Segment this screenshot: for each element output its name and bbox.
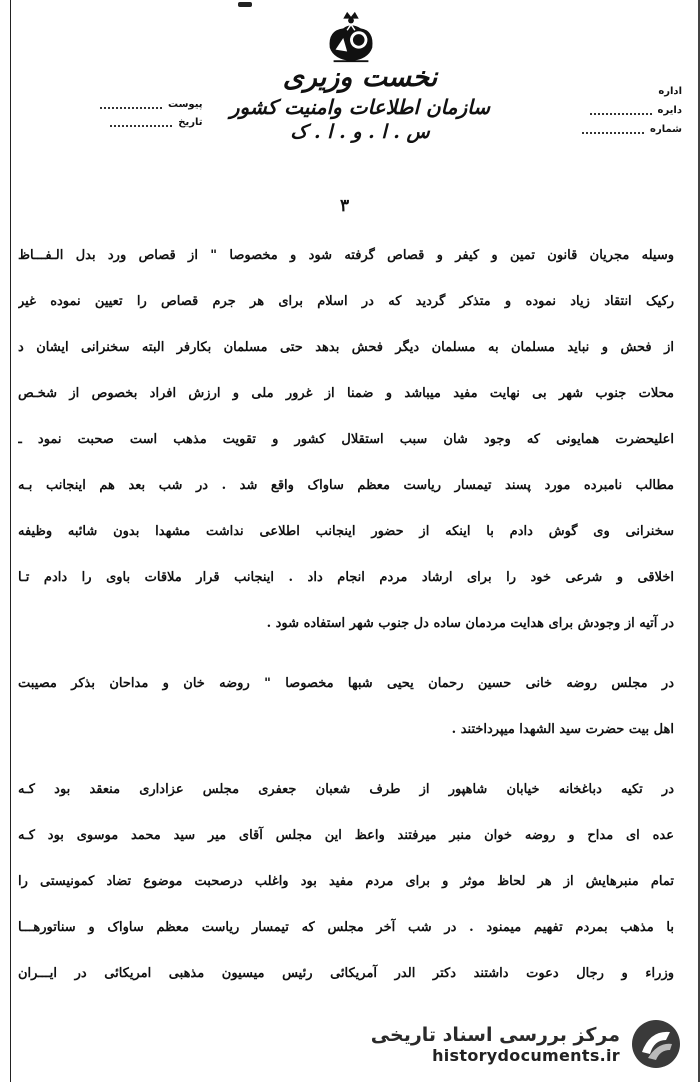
- letterhead-line-3: س . ا . و . ا . ک: [290, 121, 430, 143]
- field-label: تاریخ: [178, 117, 203, 128]
- body-line: محلات جنوب شهر بی نهایت مفید میباشد و ضمنا از غرور ملی و ارزش افراد بخصوص از شخـص: [18, 386, 674, 401]
- field-row: [582, 82, 682, 101]
- field-blank: [110, 119, 172, 127]
- archive-watermark: [371, 1018, 682, 1070]
- body-line: اعلیحضرت همایونی که وجود شان سبب استقلال کشور و تقویت مذهب است صحبت نمود ـ: [18, 432, 674, 447]
- body-line: با مذهب بمردم تفهیم میمنود . در شب آخر مجلس که تیمسار ریاست معظم ساواک و سناتورهـــا: [18, 920, 674, 935]
- body-line: مطالب نامبرده مورد پسند تیمسار ریاست معظم ساواک واقع شد . در شب بعد هم اینجانب بـه: [18, 478, 674, 493]
- body-line: عده ای مداح و روضه خوان منبر میرفتند واعظ این مجلس آقای میر سید محمد موسوی بود کـه: [18, 828, 674, 843]
- page-number: ۳: [340, 196, 350, 216]
- archive-logo-icon: [630, 1018, 682, 1070]
- attachment-date-fields: [100, 96, 203, 132]
- field-label: دایره: [657, 105, 682, 116]
- body-line: وزراء و رجال دعوت داشتند دکتر الدر آمریکائی رئیس میسیون مذهبی امریکائی در ایـــران: [18, 966, 674, 981]
- body-line: وسیله مجریان قانون تمین و کیفر و قصاص گرفته شود و مخصوصا " از قصاص ورد بدل الـفـــاظ: [18, 248, 674, 263]
- watermark-url: historydocuments.ir: [432, 1045, 620, 1065]
- reference-fields: [582, 82, 682, 139]
- field-row: [582, 101, 682, 120]
- field-blank: [590, 107, 652, 115]
- field-row: [100, 96, 203, 114]
- watermark-title: مرکز بررسی اسناد تاریخی: [370, 1023, 620, 1046]
- field-row: [582, 120, 682, 139]
- body-line: در آتیه از وجودش برای هدایت مردمان ساده دل جنوب شهر استفاده شود .: [266, 616, 674, 631]
- field-label: اداره: [658, 86, 682, 97]
- page-left-edge: [10, 0, 11, 1082]
- field-label: شماره: [650, 124, 682, 135]
- lion-and-sun-emblem-icon: [322, 8, 380, 68]
- letterhead: [229, 62, 490, 143]
- field-blank: [100, 101, 162, 109]
- punch-mark: [238, 2, 252, 7]
- body-line: تمام منبرهایش از هر لحاظ موثر و برای مردم مفید بود واغلب درصحبت موضوع تضاد کمونیستی را: [18, 874, 674, 889]
- document-body: [18, 236, 674, 1000]
- body-line: سخنرانی وی گوش دادم با اینکه از حضور اینجانب اطلاعی نداشت مشهدا بدون شائبه وظیفه: [18, 524, 674, 539]
- letterhead-line-1: نخست وزیری: [282, 62, 438, 93]
- body-line: رکیک انتقاد زیاد نموده و متذکر گردید که در اسلام برای هر جرم قصاص را تعیین نموده غیر: [18, 294, 674, 309]
- body-line: از فحش و نباید مسلمان به مسلمان دیگر فحش بدهد حتی مسلمان بکارفر البته سخنرانی ایشان د: [18, 340, 674, 355]
- field-blank: [582, 126, 644, 134]
- body-line: در تکیه دباغخانه خیابان شاهپور از طرف شعبان جعفری مجلس عزاداری منعقد بود کـه: [18, 782, 674, 797]
- letterhead-line-2: سازمان اطلاعات وامنیت کشور: [229, 95, 490, 119]
- body-line: در مجلس روضه خانی حسین رحمان یحیی شبها مخصوصا " روضه خان و مداحان بذکر مصیبت: [18, 676, 674, 691]
- field-label: پیوست: [168, 99, 203, 110]
- field-row: [100, 114, 203, 132]
- field-blank: [590, 89, 652, 95]
- body-line: اخلاقی و شرعی خود را برای ارشاد مردم انجام داد . اینجانب قرار ملاقات باوی را دادم تـا: [18, 570, 674, 585]
- body-line: اهل بیت حضرت سید الشهدا میپرداختند .: [451, 722, 674, 737]
